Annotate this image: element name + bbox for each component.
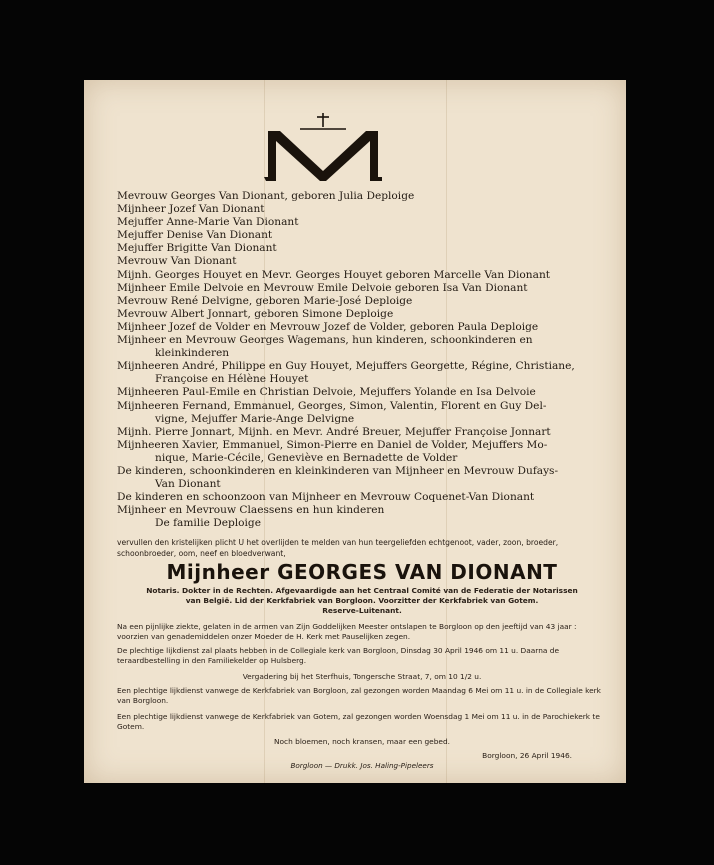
family-line: Mijnheer Jozef de Volder en Mevrouw Jozef de Volder, geboren Paula Deploige [117,320,539,333]
mass-gotem: Een plechtige lijkdienst vanwege de Kerkfabriek van Gotem, zal gezongen worden Woensdag 1 Mei om 11 u. in de Parochiekerk te Gotem. [117,712,600,732]
family-list [117,190,607,530]
family-line: Mijnheer Jozef Van Dionant [117,203,265,216]
death-notice: Na een pijnlijke ziekte, gelaten in de armen van Zijn Goddelijken Meester ontslapen te Borgloon op den jeeftijd van 43 jaar : voorzien van genademiddelen onzer Moeder de H. Kerk met Pauselijken zegen. [117,622,577,642]
family-line: Mejuffer Brigitte Van Dionant [117,242,277,255]
family-line: Mijnheeren Xavier, Emmanuel, Simon-Pierre en Daniel de Volder, Mejuffers Mo- [117,438,548,451]
mass-borgloon: Een plechtige lijkdienst vanwege de Kerkfabriek van Borgloon, zal gezongen worden Maandag 6 Mei om 11 u. in de Collegiale kerk van Borgloon. [117,686,601,706]
funeral-service: De plechtige lijkdienst zal plaats hebben in de Collegiale kerk van Borgloon, Dinsdag 30 April 1946 om 11 u. Daarna de teraardbestelling in den Familiekelder op Hulsberg. [117,646,560,666]
family-line: Mijnheeren Paul-Emile en Christian Delvoie, Mejuffers Yolande en Isa Delvoie [117,386,536,399]
flowers-note: Noch bloemen, noch kransen, maar een gebed. [274,737,450,746]
family-line: Mevrouw Albert Jonnart, geboren Simone Deploige [117,307,394,320]
deceased-name: Mijnheer GEORGES VAN DIONANT [166,560,558,584]
family-line: Mevrouw René Delvigne, geboren Marie-José Deploige [117,294,413,307]
family-line: De kinderen en schoonzoon van Mijnheer en Mevrouw Coquenet-Van Dionant [117,491,535,504]
title-line: van België. Lid der Kerkfabriek van Borgloon. Voorzitter der Kerkfabriek van Gotem. [185,595,539,605]
family-line: kleinkinderen [155,347,230,360]
title-line: Reserve-Luitenant. [322,605,402,615]
family-line: nique, Marie-Cécile, Geneviève en Bernadette de Volder [155,451,458,464]
family-line: Mijnheer en Mevrouw Claessens en hun kinderen [117,504,385,517]
family-line: Mevrouw Van Dionant [117,255,237,268]
printer-credit: Borgloon — Drukk. Jos. Haling-Pipeleers [290,761,434,770]
title-line: Notaris. Dokter in de Rechten. Afgevaardigde aan het Centraal Comité van de Federatie der Notarissen [146,586,578,595]
intro-text: vervullen den kristelijken plicht U het overlijden te melden van hun teergeliefden echtgenoot, vader, zoon, broeder, schoonbroeder, oom, neef en bloedverwant, [117,538,559,558]
family-line: Mijnheer Emile Delvoie en Mevrouw Emile Delvoie geboren Isa Van Dionant [117,281,528,294]
family-line: vigne, Mejuffer Marie-Ange Delvigne [155,412,355,425]
marian-monogram-icon [254,113,392,183]
deceased-titles [117,586,607,615]
family-line: De kinderen, schoonkinderen en kleinkinderen van Mijnheer en Mevrouw Dufays- [117,464,559,477]
gathering-note: Vergadering bij het Sterfhuis, Tongersche Straat, 7, om 10 1/2 u. [242,672,482,681]
family-line: Mejuffer Anne-Marie Van Dionant [117,216,299,229]
family-line: Van Dionant [155,478,221,491]
family-line: Mevrouw Georges Van Dionant, geboren Julia Deploige [117,190,415,202]
family-line: Mijnheeren Fernand, Emmanuel, Georges, Simon, Valentin, Florent en Guy Del- [117,399,547,412]
family-line: Mejuffer Denise Van Dionant [117,229,273,242]
family-line: Mijnh. Georges Houyet en Mevr. Georges Houyet geboren Marcelle Van Dionant [117,268,551,281]
family-line: Mijnheer en Mevrouw Georges Wagemans, hun kinderen, schoonkinderen en [117,334,533,347]
family-line: Mijnh. Pierre Jonnart, Mijnh. en Mevr. André Breuer, Mejuffer Françoise Jonnart [117,425,551,438]
family-line: De familie Deploige [155,517,261,530]
family-line: Mijnheeren André, Philippe en Guy Houyet, Mejuffers Georgette, Régine, Christiane, [117,360,575,373]
place-date: Borgloon, 26 April 1946. [482,751,572,760]
family-line: Françoise en Hélène Houyet [155,373,309,386]
